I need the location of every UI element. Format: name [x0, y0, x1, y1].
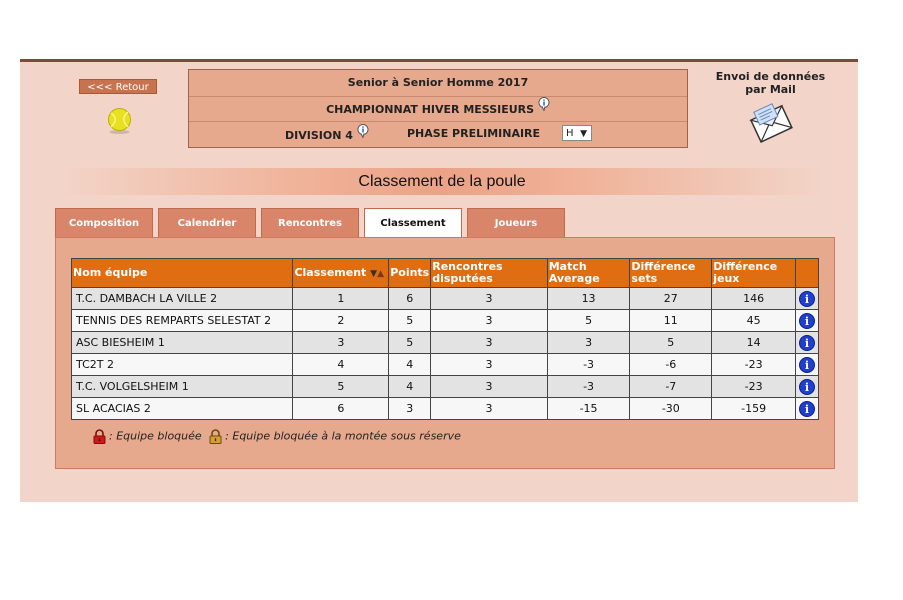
points-cell: 5	[389, 310, 431, 332]
info-cell	[796, 376, 819, 398]
tab-calendrier[interactable]: Calendrier	[158, 208, 256, 237]
legend-blocked-promotion: : Equipe bloquée à la montée sous réserve	[225, 429, 461, 443]
rank-cell: 6	[293, 398, 389, 420]
tab-joueurs[interactable]: Joueurs	[467, 208, 565, 237]
diff-sets-cell: 11	[630, 310, 712, 332]
matches-cell: 3	[431, 354, 548, 376]
col-match-average-header: Match Average	[547, 259, 630, 288]
match-average-cell: -3	[547, 376, 630, 398]
rank-cell: 4	[293, 354, 389, 376]
section-title: Classement de la poule	[62, 168, 822, 195]
mail-send-block[interactable]	[708, 70, 833, 96]
table-row	[72, 332, 819, 354]
info-icon[interactable]: i	[799, 379, 815, 395]
tab-rencontres[interactable]: Rencontres	[261, 208, 359, 237]
info-icon[interactable]: i	[799, 313, 815, 329]
tennis-ball-icon	[106, 107, 133, 134]
envelope-icon[interactable]	[748, 100, 794, 146]
col-team-header: Nom équipe	[72, 259, 293, 288]
info-icon[interactable]: i	[799, 357, 815, 373]
ranking-table	[71, 258, 819, 420]
points-cell: 5	[389, 332, 431, 354]
info-icon[interactable]: i	[799, 335, 815, 351]
info-icon[interactable]: i	[799, 291, 815, 307]
division-label	[285, 129, 369, 142]
competition-title: Senior à Senior Homme 2017	[189, 70, 687, 97]
phase-select[interactable]	[562, 125, 592, 141]
team-name: SL ACACIAS 2	[72, 398, 293, 420]
col-diff-sets-header: Différence sets	[630, 259, 712, 288]
table-header-row	[72, 259, 819, 288]
phase-label: PHASE PRELIMINAIRE	[407, 127, 541, 140]
legend-blocked: : Equipe bloquée	[109, 429, 202, 443]
competition-info-box	[188, 69, 688, 148]
info-cell	[796, 398, 819, 420]
championship-row	[189, 97, 687, 122]
matches-cell: 3	[431, 310, 548, 332]
diff-sets-cell: -6	[630, 354, 712, 376]
col-rank-label: Classement	[294, 265, 367, 279]
match-average-cell: -3	[547, 354, 630, 376]
sort-up-icon[interactable]: ▲	[377, 268, 384, 279]
diff-games-cell: 14	[712, 332, 796, 354]
points-cell: 4	[389, 376, 431, 398]
team-name: T.C. VOLGELSHEIM 1	[72, 376, 293, 398]
championship-info-icon[interactable]	[538, 97, 550, 111]
team-name: ASC BIESHEIM 1	[72, 332, 293, 354]
diff-games-cell: -159	[712, 398, 796, 420]
tab-composition[interactable]: Composition	[55, 208, 153, 237]
col-diff-games-header: Différence jeux	[712, 259, 796, 288]
rank-cell: 5	[293, 376, 389, 398]
col-matches-header: Rencontres disputées	[431, 259, 548, 288]
diff-sets-cell: -7	[630, 376, 712, 398]
team-name: TC2T 2	[72, 354, 293, 376]
rank-cell: 2	[293, 310, 389, 332]
diff-games-cell: 146	[712, 288, 796, 310]
table-row	[72, 288, 819, 310]
matches-cell: 3	[431, 288, 548, 310]
match-average-cell: 3	[547, 332, 630, 354]
chevron-down-icon: ▼	[580, 129, 587, 139]
diff-games-cell: -23	[712, 376, 796, 398]
rank-cell: 1	[293, 288, 389, 310]
division-text: DIVISION 4	[285, 129, 353, 142]
col-info-header	[796, 259, 819, 288]
team-name: TENNIS DES REMPARTS SELESTAT 2	[72, 310, 293, 332]
col-rank-header[interactable]	[293, 259, 389, 288]
championship-name: CHAMPIONNAT HIVER MESSIEURS	[326, 103, 535, 116]
mail-line-2: par Mail	[745, 83, 796, 96]
table-row	[72, 310, 819, 332]
tab-classement[interactable]: Classement	[364, 208, 462, 238]
points-cell: 6	[389, 288, 431, 310]
matches-cell: 3	[431, 376, 548, 398]
match-average-cell: 5	[547, 310, 630, 332]
legend	[93, 429, 461, 444]
team-name: T.C. DAMBACH LA VILLE 2	[72, 288, 293, 310]
division-info-icon[interactable]	[357, 124, 369, 138]
lock-red-icon	[93, 429, 106, 444]
points-cell: 4	[389, 354, 431, 376]
info-cell	[796, 354, 819, 376]
info-cell	[796, 288, 819, 310]
diff-games-cell: 45	[712, 310, 796, 332]
match-average-cell: 13	[547, 288, 630, 310]
info-cell	[796, 332, 819, 354]
diff-sets-cell: 5	[630, 332, 712, 354]
points-cell: 3	[389, 398, 431, 420]
diff-games-cell: -23	[712, 354, 796, 376]
mail-line-1: Envoi de données	[715, 70, 826, 83]
info-cell	[796, 310, 819, 332]
match-average-cell: -15	[547, 398, 630, 420]
matches-cell: 3	[431, 332, 548, 354]
diff-sets-cell: -30	[630, 398, 712, 420]
table-row	[72, 376, 819, 398]
sort-down-icon[interactable]: ▼	[370, 268, 378, 279]
rank-cell: 3	[293, 332, 389, 354]
matches-cell: 3	[431, 398, 548, 420]
back-button[interactable]: <<< Retour	[79, 79, 157, 94]
info-icon[interactable]: i	[799, 401, 815, 417]
table-row	[72, 398, 819, 420]
col-points-header: Points	[389, 259, 431, 288]
division-row	[189, 122, 687, 148]
lock-gold-icon	[209, 429, 222, 444]
diff-sets-cell: 27	[630, 288, 712, 310]
phase-select-value: H	[566, 128, 574, 139]
table-row	[72, 354, 819, 376]
